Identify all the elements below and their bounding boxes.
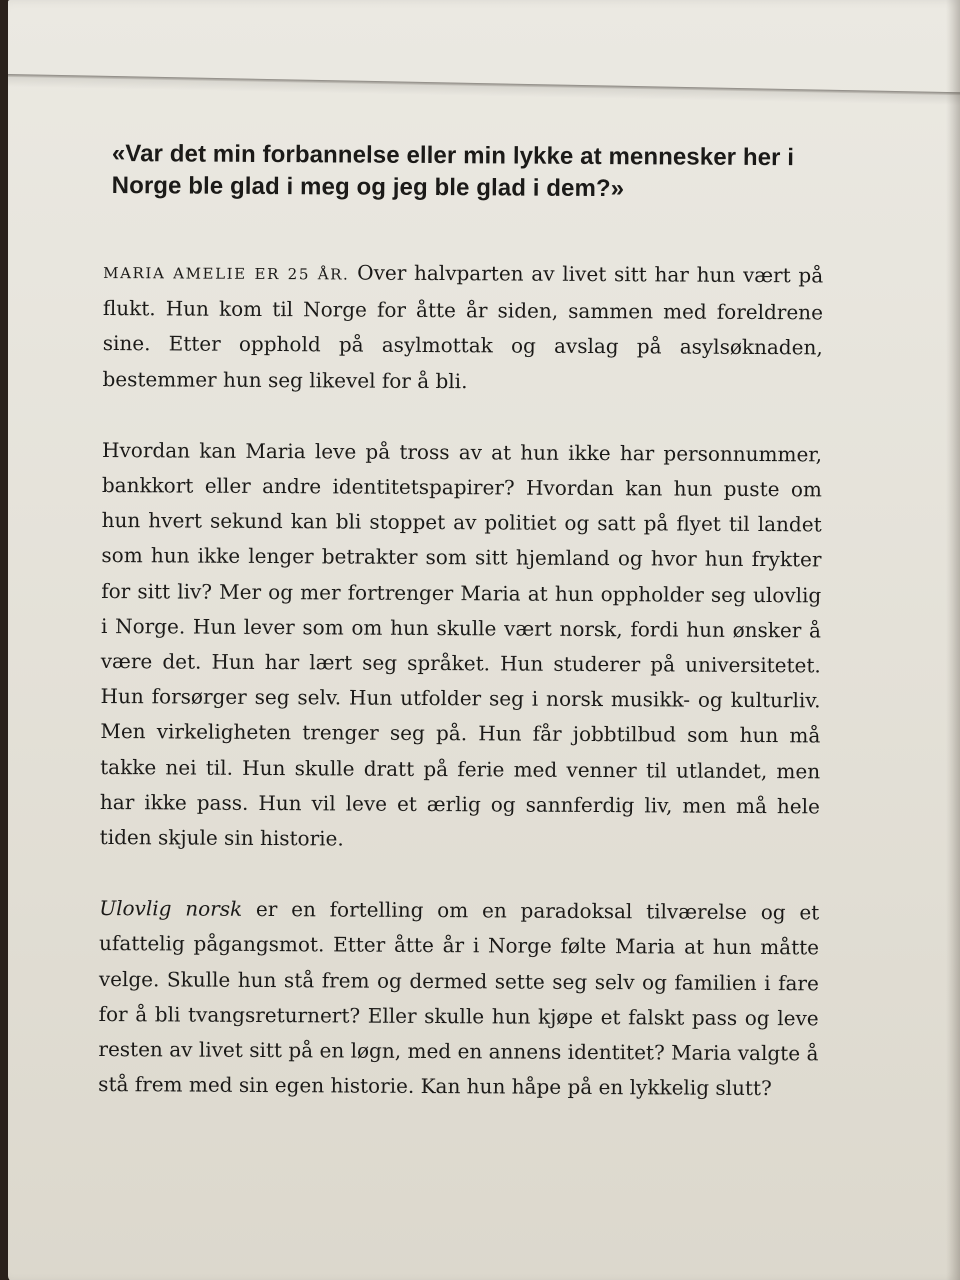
book-title-italic: Ulovlig norsk — [99, 896, 243, 922]
blurb-paragraph-2: Hvordan kan Maria leve på tross av at hun ikke har personnummer, bankkort eller andre identitetspapirer? Hvordan kan hun puste om hun hvert sekund kan bli stoppet av politiet og satt på flyet til landet som hun ikke lenger betrakter som sitt hjemland og hvor hun frykter for sitt liv? Mer og mer fortrenger Maria at hun oppholder seg ulovlig i Norge. Hun lever som om hun skulle vært norsk, fordi hun ønsker å være det. Hun har lært seg språket. Hun studerer på universitetet. Hun forsørger seg selv. Hun utfolder seg i norsk musikk- og kulturliv. Men virkeligheten trenger seg på. Hun får jobbtilbud som hun må takke nei til. Hun skulle dratt på ferie med venner til utlandet, men har ikke pass. Hun vil leve et ærlig og sannferdig liv, men må hele tiden skjule sin historie. — [99, 437, 823, 851]
tagline-quote: «Var det min forbannelse eller min lykke at mennesker her i Norge ble glad i meg og jeg ble glad i dem?» — [111, 140, 795, 203]
blurb-paragraph-1 — [102, 254, 823, 401]
paragraph-3-text: er en fortelling om en paradoksal tilværelse og et ufattelig pågangsmot. Etter åtte år i Norge følte Maria at hun måtte velge. Skulle hun stå frem og dermed sette seg selv og familien i fare for å bli tvangsreturnert? Eller skulle hun kjøpe et falskt pass og leve resten av livet sitt på en løgn, med en annens identitet? Maria valgte å stå frem med sin egen historie. Kan hun håpe på en lykkelig slutt? — [98, 897, 820, 1101]
paragraph-1-text: Over halvparten av livet sitt har hun vært på flukt. Hun kom til Norge for åtte år siden, sammen med foreldrene sine. Etter opphold på asylmottak og avslag på asylsøknaden, bestemmer hun seg likevel for å bli. — [102, 260, 824, 393]
back-cover-text — [98, 138, 824, 1107]
blurb-paragraph-3 — [98, 891, 819, 1107]
lead-in-smallcaps: MARIA AMELIE ER 25 ÅR. — [103, 263, 350, 284]
cover-edge-shadow — [946, 0, 960, 1280]
